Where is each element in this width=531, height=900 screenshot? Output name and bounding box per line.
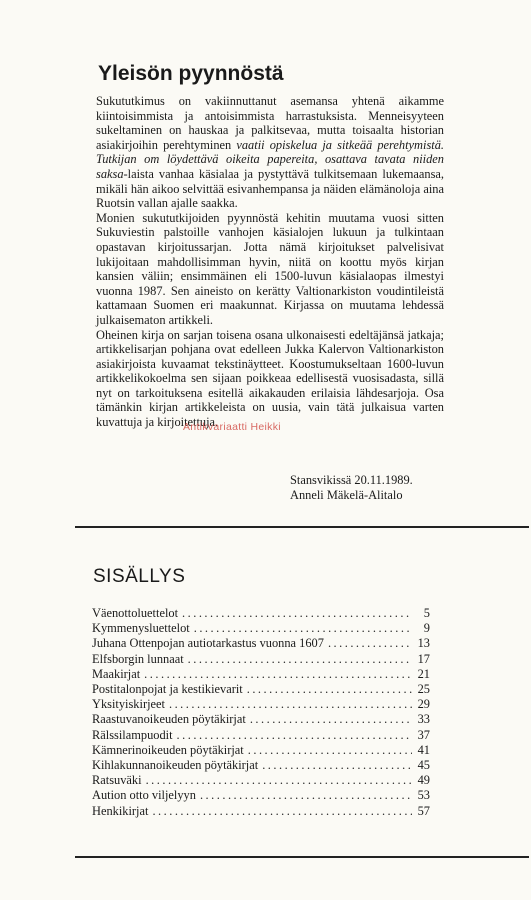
- toc-entry: [92, 697, 430, 712]
- toc-entry-page: 21: [417, 666, 430, 681]
- page-title: Yleisön pyynnöstä: [98, 62, 284, 85]
- toc-entry: [92, 712, 430, 727]
- toc-entry: [92, 743, 430, 758]
- toc-leader-dots: [169, 697, 412, 712]
- toc-entry-page: 45: [417, 758, 430, 773]
- toc-entry-title: Maakirjat: [92, 666, 141, 681]
- toc-entry-page: 17: [417, 651, 430, 666]
- toc-leader-dots: [194, 621, 412, 636]
- toc-entry: [92, 667, 430, 682]
- toc-entry-title: Kihlakunnanoikeuden pöytäkirjat: [92, 758, 259, 773]
- toc-entry-page: 37: [417, 727, 430, 742]
- toc-leader-dots: [144, 667, 412, 682]
- toc-entry: [92, 606, 430, 621]
- signature-place-date: Stansvikissä 20.11.1989.: [290, 473, 413, 487]
- toc-entry-page: 29: [417, 697, 430, 712]
- toc-entry-title: Väenottoluettelot: [92, 606, 179, 620]
- toc-entry-title: Kämnerinoikeuden pöytäkirjat: [92, 742, 244, 757]
- toc-leader-dots: [247, 682, 412, 697]
- toc-entry-page: 25: [417, 682, 430, 697]
- toc-leader-dots: [262, 758, 412, 773]
- preface-paragraph-1-start: Sukututkimus on vakiinnuttanut asemansa yhtenä aikamme kiintoisimmista ja antoisimmista harrastuksista. Menneisyyteen sukeltaminen on hauskaa ja palkitsevaa, mutta toisaalta historian asiakirjoihin perehtyminen: [96, 94, 444, 152]
- preface-paragraph-1-end: laista vanhaa käsialaa ja pystyttävä tulkitsemaan lukemaansa, mikäli hän aikoo selvittää esivanhempansa ja näiden elämänoloja aina Ruotsin vallan ajalle saakka.: [96, 166, 444, 211]
- toc-leader-dots: [200, 788, 412, 803]
- toc-entry: [92, 758, 430, 773]
- toc-entry-title: Elfsborgin lunnaat: [92, 651, 184, 666]
- toc-leader-dots: [146, 773, 412, 788]
- toc-entry: [92, 788, 430, 803]
- toc-entry-title: Postitalonpojat ja kestikievarit: [92, 682, 243, 697]
- toc-leader-dots: [152, 804, 412, 819]
- toc-entry-page: 57: [417, 803, 430, 818]
- toc-heading: SISÄLLYS: [93, 566, 186, 587]
- toc-entry: [92, 652, 430, 667]
- toc-entry-page: 33: [417, 712, 430, 727]
- preface-paragraph-1: [96, 94, 444, 211]
- signature-block: [290, 473, 460, 503]
- divider-bottom: [75, 856, 529, 858]
- signature-author: Anneli Mäkelä-Alitalo: [290, 488, 403, 502]
- toc-entry: [92, 636, 430, 651]
- preface-text: [96, 94, 444, 430]
- toc-entry-page: 9: [423, 621, 430, 636]
- preface-paragraph-2: Monien sukututkijoiden pyynnöstä kehitin muutama vuosi sitten Sukuviestin palstoille vanhojen käsialojen lukuun ja tulkintaan opastavan kirjoitussarjan. Jotta nämä kirjoitukset palvelisivat lukijoitaan mahdollisimman hyvin, niitä on koottu myös kirjan kansien väliin; ensimmäinen eli 1500-luvun käsialaopas ilmestyi vuonna 1987. Sen aineisto on kerätty Valtionarkiston voudintileistä kattamaan Suomen eri maakunnat. Kirjassa on muutama lehdessä julkaisematon artikkeli.: [96, 210, 444, 327]
- toc-entry-title: Ratsuväki: [92, 773, 142, 788]
- table-of-contents: [92, 606, 430, 819]
- toc-entry-title: Aution otto viljelyyn: [92, 788, 196, 803]
- toc-entry-page: 5: [423, 606, 430, 620]
- toc-entry: [92, 621, 430, 636]
- toc-leader-dots: [248, 743, 412, 758]
- preface-paragraph-1-italic: vaatii opiskelua ja sitkeää perehtymistä. Tutkijan om löydettävä oikeita papereita, osattava tavata niiden saksa-: [96, 137, 444, 181]
- toc-leader-dots: [250, 712, 412, 727]
- toc-entry-title: Raastuvanoikeuden pöytäkirjat: [92, 712, 246, 727]
- toc-entry-page: 49: [417, 773, 430, 788]
- preface-paragraph-3: Oheinen kirja on sarjan toisena osana ulkonaisesti edeltäjänsä jatkaja; artikkelisarjan pohjana ovat edelleen Jukka Kalervon Valtionarkiston asiakirjoista kuvaamat tekstinäytteet. Koostumukseltaan 1600-luvun artikkelikokoelma sen sijaan poikkeaa edellisestä vuosisadasta, sillä nyt on tarkoituksena esitellä aikakauden erilaisia lähdesarjoja. Osa tämänkin kirjan artikkeleista on uusia, vain tätä julkaisua varten kuvattuja ja kirjoitettuja.: [96, 327, 444, 430]
- toc-entry-page: 53: [417, 788, 430, 803]
- toc-leader-dots: [182, 606, 412, 621]
- divider-top: [75, 526, 529, 528]
- toc-entry: [92, 773, 430, 788]
- toc-entry-title: Rälssilampuodit: [92, 727, 173, 742]
- toc-entry: [92, 728, 430, 743]
- toc-entry-title: Kymmenysluettelot: [92, 621, 190, 636]
- toc-entry-title: Juhana Ottenpojan autiotarkastus vuonna 1607: [92, 636, 324, 651]
- red-stamp: Antikvariaatti Heikki: [183, 421, 281, 433]
- toc-leader-dots: [328, 636, 412, 651]
- toc-entry-page: 13: [417, 636, 430, 651]
- toc-entry: [92, 804, 430, 819]
- toc-leader-dots: [177, 728, 412, 743]
- toc-entry-title: Henkikirjat: [92, 803, 149, 818]
- toc-leader-dots: [188, 652, 412, 667]
- toc-entry-title: Yksityiskirjeet: [92, 697, 165, 712]
- toc-entry: [92, 682, 430, 697]
- toc-entry-page: 41: [417, 742, 430, 757]
